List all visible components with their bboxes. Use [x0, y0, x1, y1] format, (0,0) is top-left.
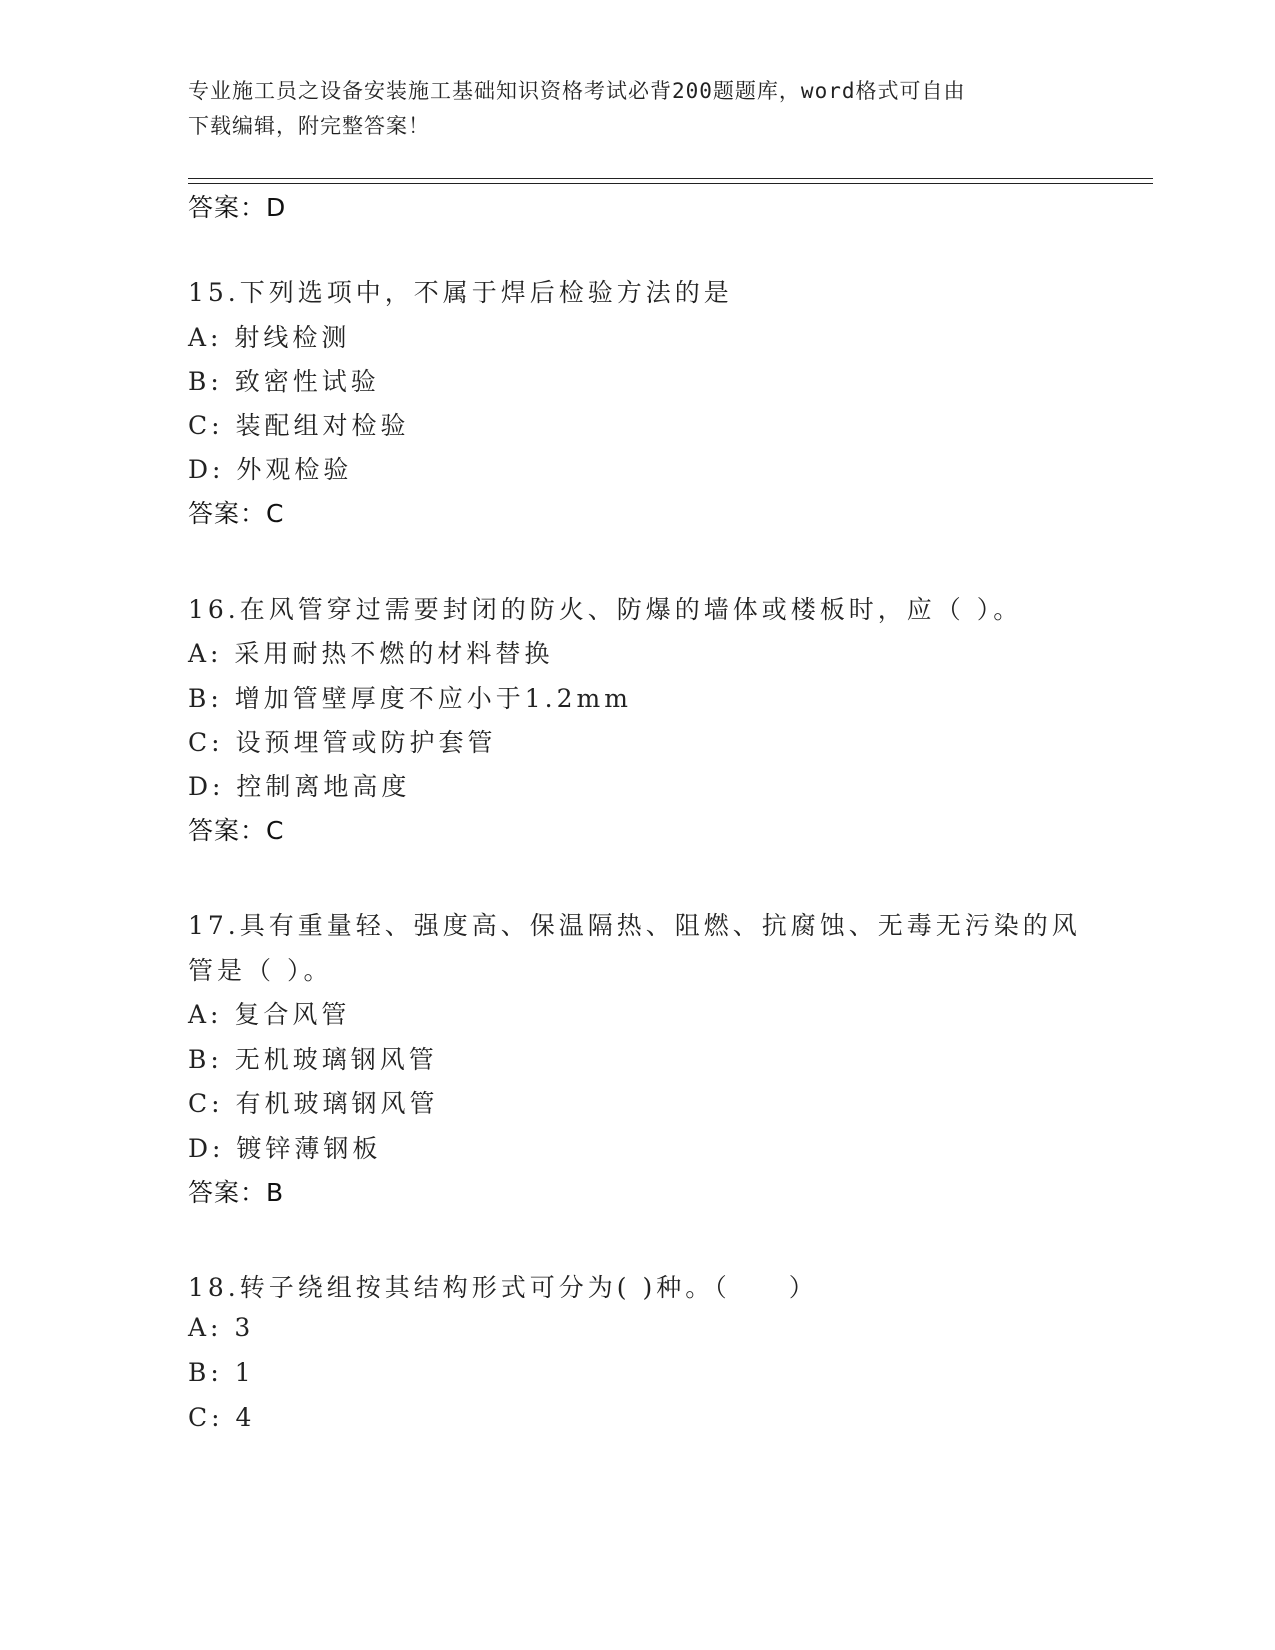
question-16-option-a: A: 采用耐热不燃的材料替换	[188, 639, 554, 668]
question-15-option-b: B: 致密性试验	[188, 367, 380, 396]
question-15-option-a: A: 射线检测	[188, 323, 351, 352]
question-15-answer: 答案：C	[188, 499, 285, 528]
question-16-option-c: C: 设预埋管或防护套管	[188, 728, 497, 757]
question-17-stem-continued: 管是（ ）。	[188, 956, 333, 985]
question-18-option-c: C: 4	[188, 1403, 256, 1432]
question-15-option-d: D: 外观检验	[188, 455, 353, 484]
question-17-answer: 答案：B	[188, 1178, 285, 1207]
header-line-2: 下载编辑，附完整答案！	[188, 114, 430, 138]
header-rule-bottom	[188, 183, 1153, 184]
question-15-stem: 15.下列选项中，不属于焊后检验方法的是	[188, 278, 733, 307]
question-18-option-a: A: 3	[188, 1313, 255, 1342]
question-16-stem: 16.在风管穿过需要封闭的防火、防爆的墙体或楼板时，应（ ）。	[188, 595, 1023, 624]
question-16-answer: 答案：C	[188, 816, 285, 845]
question-18-option-b: B: 1	[188, 1358, 255, 1387]
previous-answer: 答案：D	[188, 193, 287, 222]
question-16-option-b: B: 增加管壁厚度不应小于1.2mm	[188, 684, 632, 713]
question-17-option-a: A: 复合风管	[188, 1000, 351, 1029]
header-line-1: 专业施工员之设备安装施工基础知识资格考试必背200题题库，word格式可自由	[188, 79, 966, 103]
header-rule-top	[188, 178, 1153, 179]
question-15-option-c: C: 装配组对检验	[188, 411, 410, 440]
question-17-option-b: B: 无机玻璃钢风管	[188, 1045, 438, 1074]
question-18-stem: 18.转子绕组按其结构形式可分为( )种。（ ）	[188, 1273, 818, 1302]
question-17-stem: 17.具有重量轻、强度高、保温隔热、阻燃、抗腐蚀、无毒无污染的风	[188, 911, 1081, 940]
question-17-option-c: C: 有机玻璃钢风管	[188, 1089, 439, 1118]
document-header	[188, 74, 1088, 144]
question-17-option-d: D: 镀锌薄钢板	[188, 1134, 382, 1163]
question-16-option-d: D: 控制离地高度	[188, 772, 411, 801]
